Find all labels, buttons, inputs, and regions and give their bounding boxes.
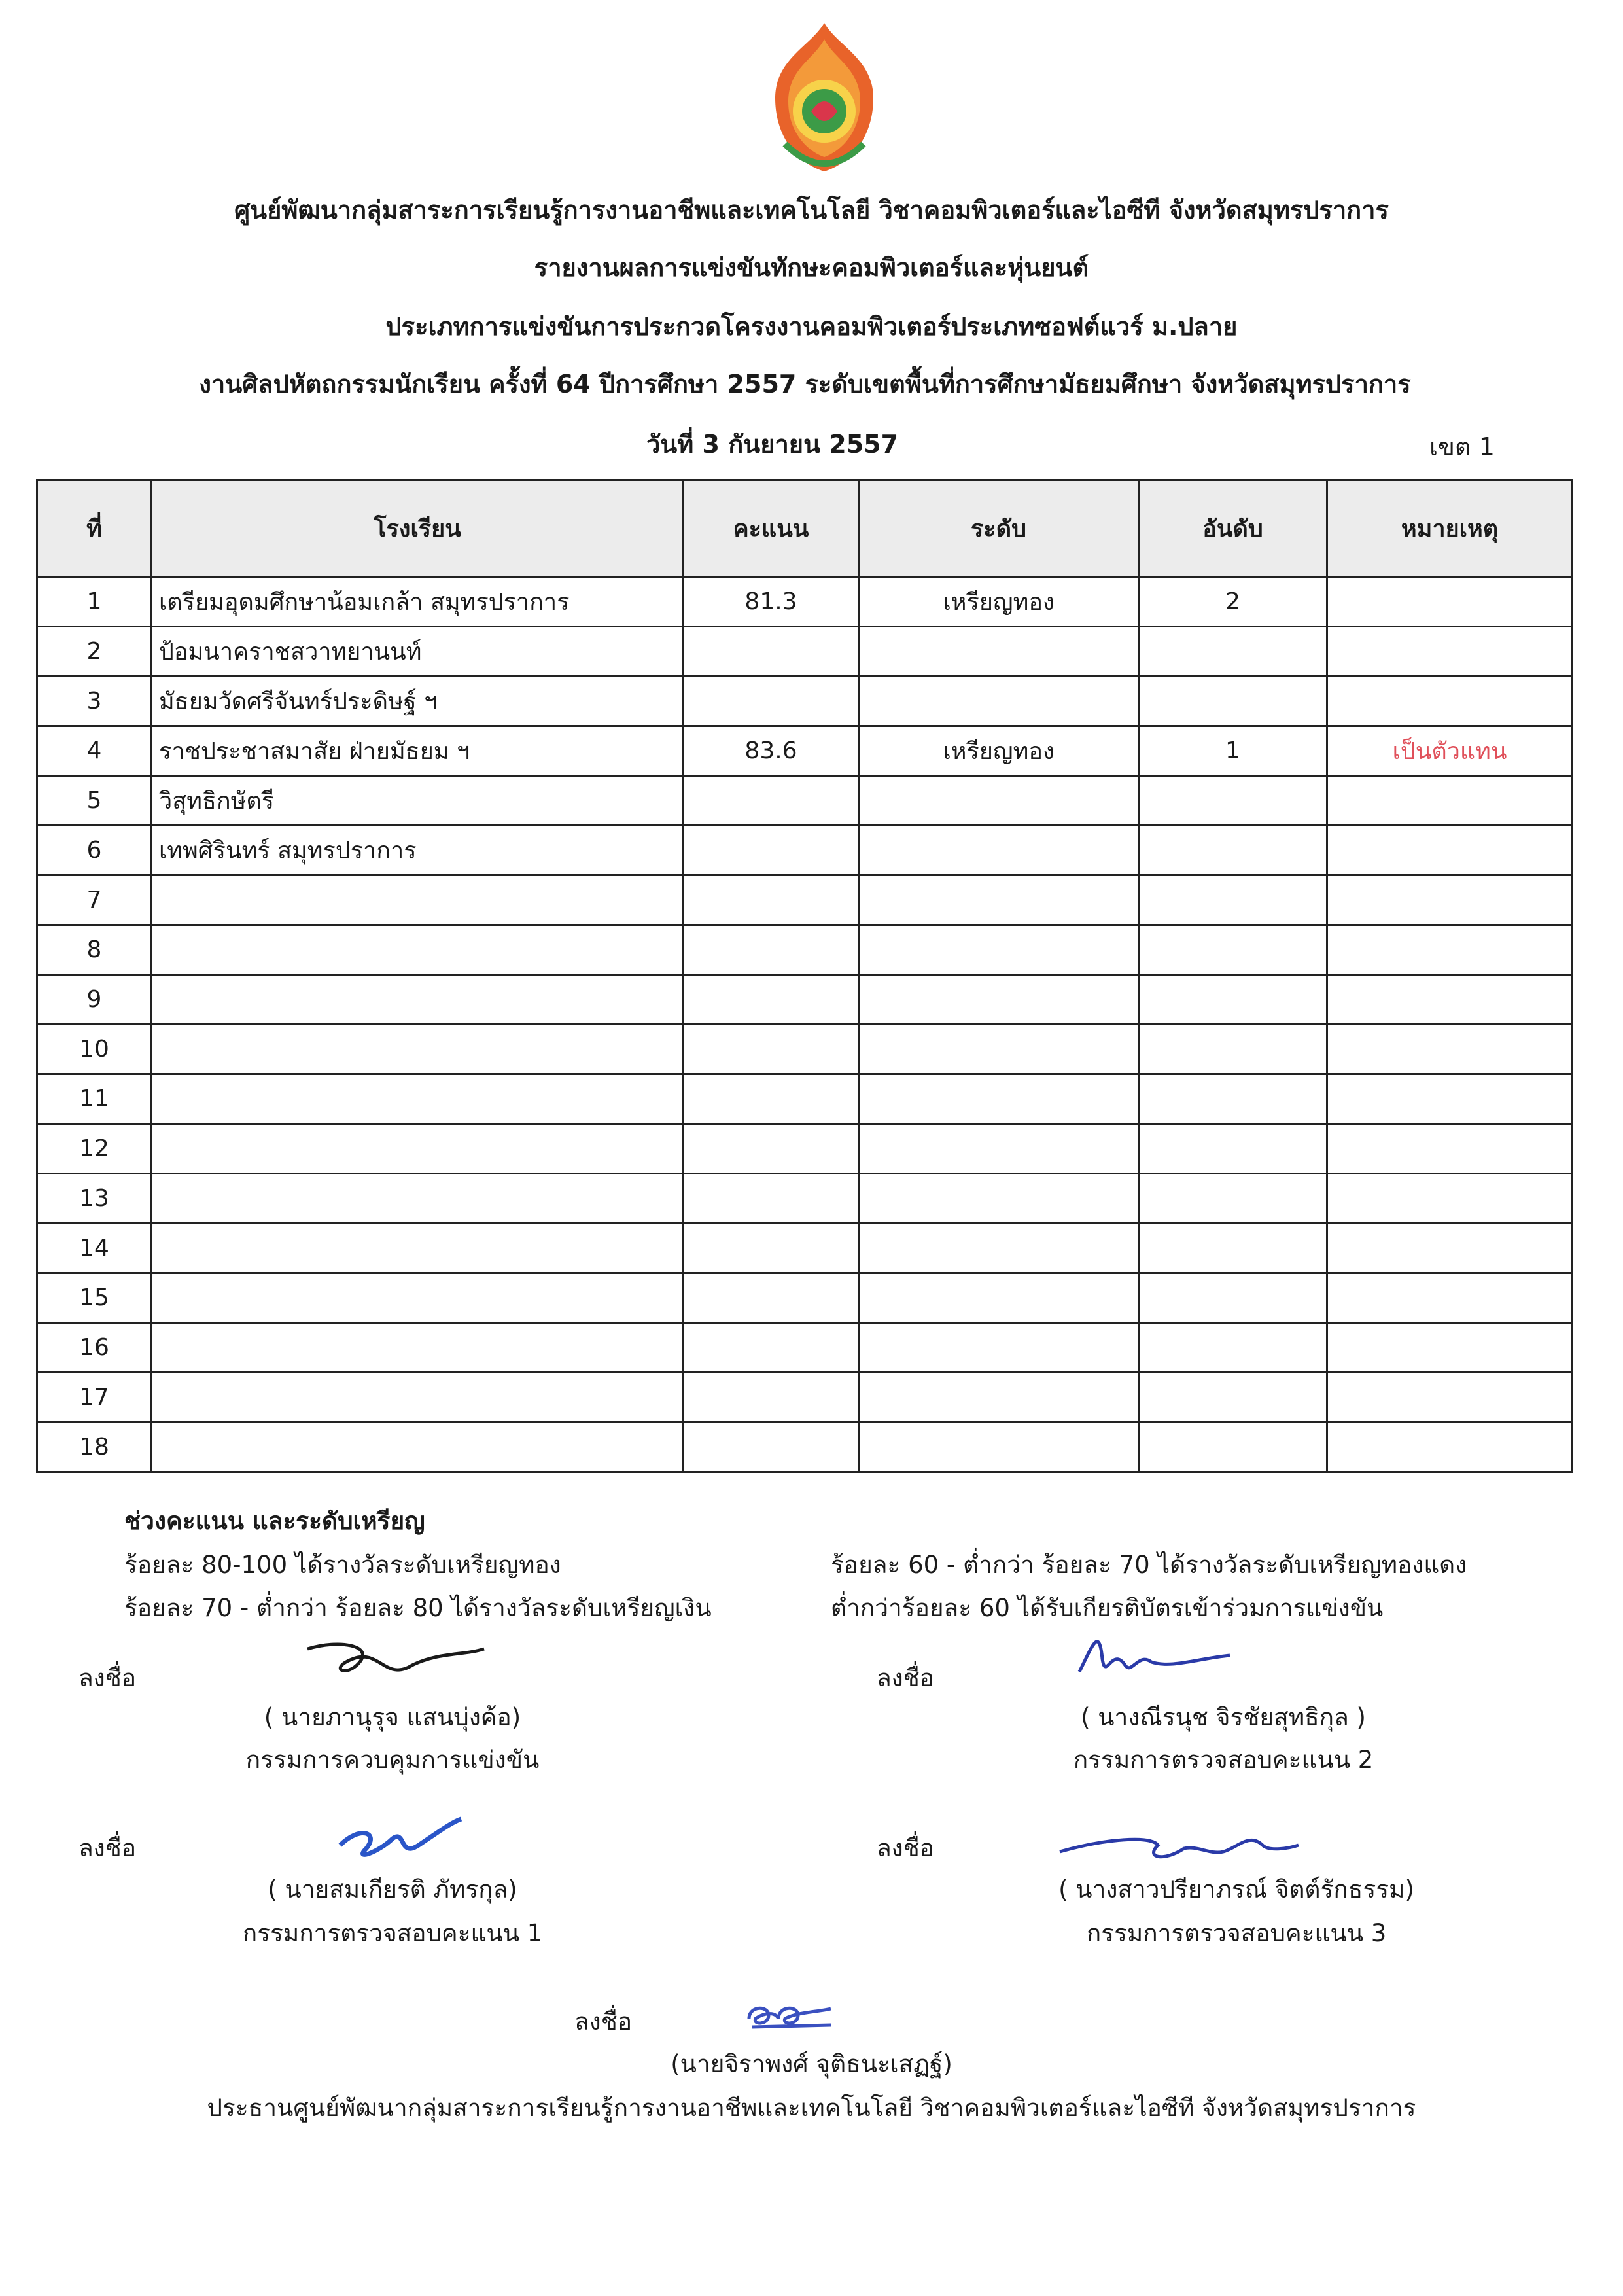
- cell-school: เตรียมอุดมศึกษาน้อมเกล้า สมุทรปราการ: [152, 577, 684, 627]
- cell-no: 18: [37, 1422, 152, 1472]
- table-row: [37, 826, 1573, 875]
- cell-score: [684, 1273, 859, 1323]
- cell-school: [152, 1273, 684, 1323]
- cell-rank: [1139, 1323, 1327, 1373]
- cell-rank: [1139, 776, 1327, 826]
- table-row: [37, 776, 1573, 826]
- criteria-silver: ร้อยละ 70 - ต่ำกว่า ร้อยละ 80 ได้รางวัลระดับเหรียญเงิน: [124, 1594, 712, 1622]
- cell-score: [684, 1373, 859, 1422]
- table-row: [37, 726, 1573, 776]
- cell-school: [152, 1224, 684, 1273]
- table-row: [37, 1323, 1573, 1373]
- cell-score: [684, 1422, 859, 1472]
- signer-1-name: ( นายภานุรุจ แสนบุ่งค้อ): [264, 1703, 521, 1731]
- cell-score: [684, 1323, 859, 1373]
- cell-rank: [1139, 975, 1327, 1025]
- table-header-row: [37, 480, 1573, 577]
- signature-5: [739, 1996, 837, 2035]
- table-row: [37, 1174, 1573, 1224]
- cell-note: [1327, 925, 1573, 975]
- cell-school: วิสุทธิกษัตรี: [152, 776, 684, 826]
- col-header-level: ระดับ: [859, 480, 1139, 577]
- cell-no: 6: [37, 826, 152, 875]
- cell-note: [1327, 627, 1573, 677]
- cell-score: [684, 925, 859, 975]
- criteria-bronze: ร้อยละ 60 - ต่ำกว่า ร้อยละ 70 ได้รางวัลระดับเหรียญทองแดง: [831, 1551, 1467, 1579]
- sign-label-4: ลงชื่อ: [877, 1834, 935, 1862]
- cell-score: [684, 776, 859, 826]
- cell-level: [859, 925, 1139, 975]
- signer-3-name: ( นายสมเกียรติ ภัทรกุล): [268, 1875, 517, 1903]
- signer-5-name: (นายจิราพงศ์ จุติธนะเสฏฐ์): [671, 2050, 952, 2078]
- cell-no: 4: [37, 726, 152, 776]
- table-row: [37, 577, 1573, 627]
- cell-no: 15: [37, 1273, 152, 1323]
- cell-score: 81.3: [684, 577, 859, 627]
- cell-level: [859, 1074, 1139, 1124]
- cell-no: 9: [37, 975, 152, 1025]
- cell-no: 17: [37, 1373, 152, 1422]
- cell-no: 16: [37, 1323, 152, 1373]
- signer-4-name: ( นางสาวปรียาภรณ์ จิตต์รักธรรม): [1058, 1875, 1414, 1903]
- cell-rank: 2: [1139, 577, 1327, 627]
- cell-no: 12: [37, 1124, 152, 1174]
- cell-school: ราชประชาสมาสัย ฝ่ายมัธยม ฯ: [152, 726, 684, 776]
- table-row: [37, 1124, 1573, 1174]
- signer-5-role: ประธานศูนย์พัฒนากลุ่มสาระการเรียนรู้การงานอาชีพและเทคโนโลยี วิชาคอมพิวเตอร์และไอซีที จังหวัดสมุทรปราการ: [207, 2094, 1416, 2122]
- cell-level: [859, 1174, 1139, 1224]
- sign-label-2: ลงชื่อ: [877, 1664, 935, 1692]
- cell-school: [152, 1373, 684, 1422]
- cell-rank: 1: [1139, 726, 1327, 776]
- cell-no: 8: [37, 925, 152, 975]
- cell-school: [152, 1074, 684, 1124]
- cell-note: [1327, 1174, 1573, 1224]
- cell-rank: [1139, 875, 1327, 925]
- table-row: [37, 677, 1573, 726]
- cell-score: [684, 975, 859, 1025]
- cell-no: 10: [37, 1025, 152, 1074]
- cell-school: [152, 1323, 684, 1373]
- table-row: [37, 875, 1573, 925]
- cell-level: [859, 875, 1139, 925]
- cell-school: [152, 875, 684, 925]
- cell-note: [1327, 1124, 1573, 1174]
- sign-label-1: ลงชื่อ: [79, 1664, 137, 1692]
- cell-school: มัธยมวัดศรีจันทร์ประดิษฐ์ ฯ: [152, 677, 684, 726]
- cell-note: [1327, 1422, 1573, 1472]
- cell-note: [1327, 875, 1573, 925]
- zone-label: เขต 1: [1429, 433, 1495, 461]
- cell-level: [859, 1373, 1139, 1422]
- signature-1: [301, 1636, 491, 1695]
- table-row: [37, 925, 1573, 975]
- cell-level: [859, 1224, 1139, 1273]
- cell-level: เหรียญทอง: [859, 726, 1139, 776]
- header-line-4: งานศิลปหัตถกรรมนักเรียน ครั้งที่ 64 ปีการศึกษา 2557 ระดับเขตพื้นที่การศึกษามัธยมศึกษา จังหวัดสมุทรปราการ: [199, 370, 1411, 398]
- cell-school: [152, 975, 684, 1025]
- cell-note: [1327, 1323, 1573, 1373]
- col-header-school: โรงเรียน: [152, 480, 684, 577]
- table-row: [37, 1025, 1573, 1074]
- criteria-gold: ร้อยละ 80-100 ได้รางวัลระดับเหรียญทอง: [124, 1551, 561, 1579]
- signer-1-role: กรรมการควบคุมการแข่งขัน: [245, 1746, 540, 1774]
- cell-rank: [1139, 1373, 1327, 1422]
- signature-4: [1053, 1826, 1302, 1871]
- cell-school: [152, 1025, 684, 1074]
- cell-score: [684, 1174, 859, 1224]
- cell-school: [152, 925, 684, 975]
- cell-school: [152, 1124, 684, 1174]
- col-header-rank: อันดับ: [1139, 480, 1327, 577]
- table-row: [37, 1273, 1573, 1323]
- cell-no: 13: [37, 1174, 152, 1224]
- cell-note: [1327, 577, 1573, 627]
- table-row: [37, 1422, 1573, 1472]
- cell-rank: [1139, 826, 1327, 875]
- table-row: [37, 627, 1573, 677]
- cell-score: [684, 826, 859, 875]
- header-line-2: รายงานผลการแข่งขันทักษะคอมพิวเตอร์และหุ่นยนต์: [534, 253, 1089, 282]
- cell-note: [1327, 1273, 1573, 1323]
- emblem-logo: [759, 20, 890, 177]
- cell-school: ป้อมนาคราชสวาทยานนท์: [152, 627, 684, 677]
- cell-no: 7: [37, 875, 152, 925]
- table-row: [37, 1224, 1573, 1273]
- cell-level: [859, 1025, 1139, 1074]
- cell-level: [859, 1422, 1139, 1472]
- table-row: [37, 1074, 1573, 1124]
- header-line-1: ศูนย์พัฒนากลุ่มสาระการเรียนรู้การงานอาชีพและเทคโนโลยี วิชาคอมพิวเตอร์และไอซีที จังหวัดสมุทรปราการ: [234, 196, 1389, 224]
- cell-level: [859, 826, 1139, 875]
- cell-school: เทพศิรินทร์ สมุทรปราการ: [152, 826, 684, 875]
- cell-level: [859, 1273, 1139, 1323]
- cell-level: [859, 1124, 1139, 1174]
- cell-rank: [1139, 1025, 1327, 1074]
- cell-score: [684, 1124, 859, 1174]
- cell-rank: [1139, 627, 1327, 677]
- cell-rank: [1139, 1224, 1327, 1273]
- signature-3: [334, 1812, 464, 1865]
- cell-score: 83.6: [684, 726, 859, 776]
- cell-level: [859, 975, 1139, 1025]
- table-row: [37, 1373, 1573, 1422]
- cell-no: 2: [37, 627, 152, 677]
- cell-note: [1327, 776, 1573, 826]
- cell-note: [1327, 1373, 1573, 1422]
- cell-note: [1327, 826, 1573, 875]
- cell-rank: [1139, 1174, 1327, 1224]
- cell-score: [684, 1224, 859, 1273]
- cell-note: [1327, 677, 1573, 726]
- cell-no: 14: [37, 1224, 152, 1273]
- table-row: [37, 975, 1573, 1025]
- cell-score: [684, 1074, 859, 1124]
- signer-2-role: กรรมการตรวจสอบคะแนน 2: [1073, 1746, 1374, 1774]
- col-header-note: หมายเหตุ: [1327, 480, 1573, 577]
- cell-note: [1327, 1025, 1573, 1074]
- cell-rank: [1139, 1124, 1327, 1174]
- cell-no: 3: [37, 677, 152, 726]
- cell-note: [1327, 1074, 1573, 1124]
- cell-school: [152, 1174, 684, 1224]
- criteria-participation: ต่ำกว่าร้อยละ 60 ได้รับเกียรติบัตรเข้าร่วมการแข่งขัน: [831, 1594, 1384, 1622]
- header-date: วันที่ 3 กันยายน 2557: [646, 430, 899, 459]
- cell-rank: [1139, 1422, 1327, 1472]
- cell-no: 5: [37, 776, 152, 826]
- cell-rank: [1139, 925, 1327, 975]
- cell-note: [1327, 1224, 1573, 1273]
- col-header-no: ที่: [37, 480, 152, 577]
- header-line-3: ประเภทการแข่งขันการประกวดโครงงานคอมพิวเตอร์ประเภทซอฟต์แวร์ ม.ปลาย: [385, 312, 1238, 341]
- signature-2: [1066, 1619, 1236, 1691]
- signer-3-role: กรรมการตรวจสอบคะแนน 1: [242, 1919, 543, 1947]
- cell-level: [859, 677, 1139, 726]
- cell-level: เหรียญทอง: [859, 577, 1139, 627]
- cell-level: [859, 627, 1139, 677]
- cell-score: [684, 627, 859, 677]
- table-body: [37, 577, 1573, 1472]
- cell-level: [859, 1323, 1139, 1373]
- cell-note: เป็นตัวแทน: [1327, 726, 1573, 776]
- sign-label-5: ลงชื่อ: [574, 2007, 633, 2036]
- cell-score: [684, 875, 859, 925]
- sign-label-3: ลงชื่อ: [79, 1834, 137, 1862]
- cell-level: [859, 776, 1139, 826]
- results-table: [36, 479, 1573, 1473]
- cell-score: [684, 1025, 859, 1074]
- cell-score: [684, 677, 859, 726]
- cell-no: 11: [37, 1074, 152, 1124]
- signer-2-name: ( นางณีรนุช จิรชัยสุทธิกุล ): [1081, 1703, 1366, 1731]
- cell-school: [152, 1422, 684, 1472]
- cell-rank: [1139, 677, 1327, 726]
- signer-4-role: กรรมการตรวจสอบคะแนน 3: [1086, 1919, 1387, 1947]
- cell-note: [1327, 975, 1573, 1025]
- criteria-title: ช่วงคะแนน และระดับเหรียญ: [124, 1507, 425, 1535]
- col-header-score: คะแนน: [684, 480, 859, 577]
- cell-rank: [1139, 1273, 1327, 1323]
- cell-no: 1: [37, 577, 152, 627]
- cell-rank: [1139, 1074, 1327, 1124]
